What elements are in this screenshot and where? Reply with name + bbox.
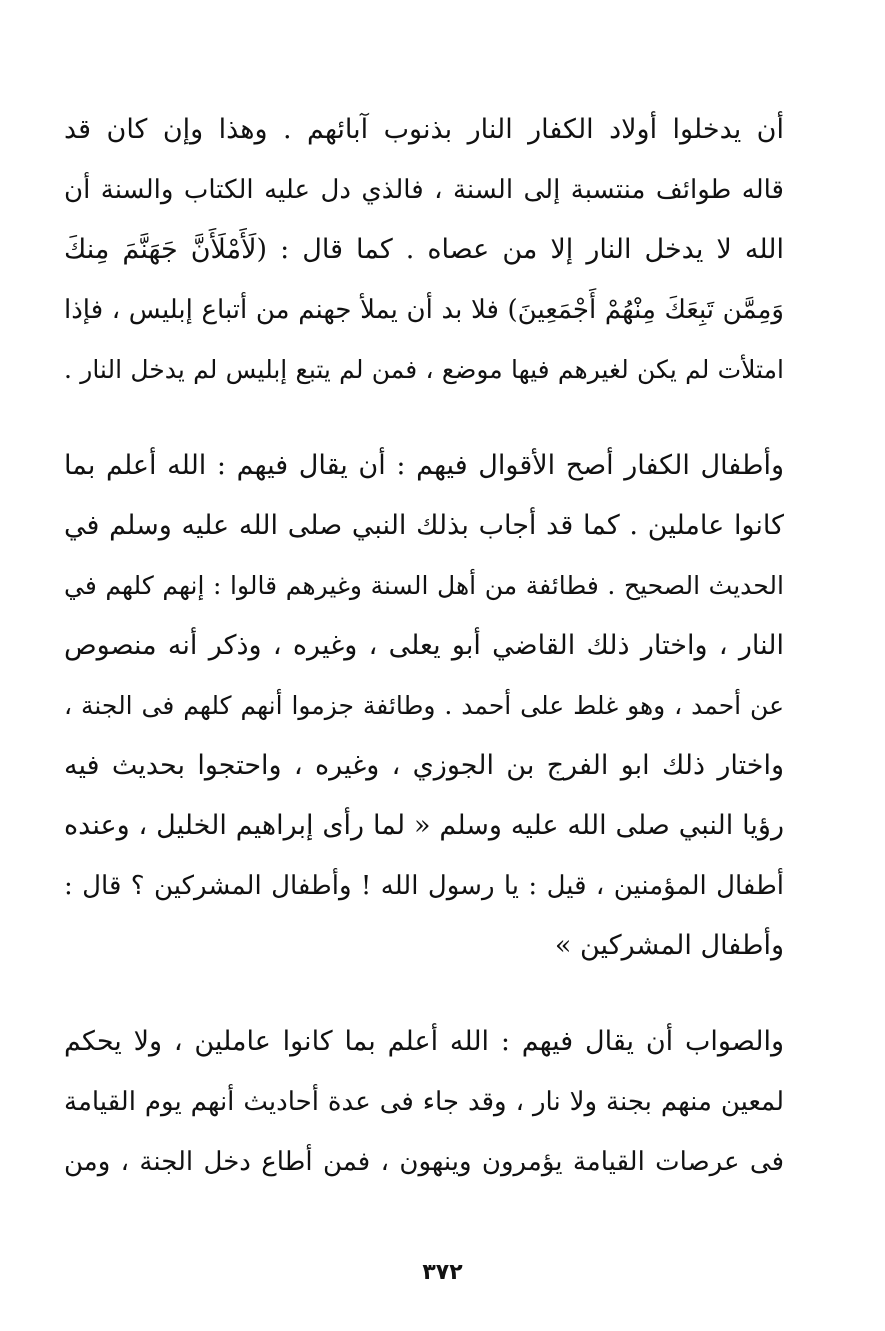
page-text: [64, 100, 784, 1192]
text-line: وَمِمَّن تَبِعَكَ مِنْهُمْ أَجْمَعِينَ) فلا بد أن يملأ جهنم من أتباع إبليس ، فإذا: [64, 295, 784, 325]
text-line: كانوا عاملين . كما قد أجاب بذلك النبي صلى الله عليه وسلم في: [64, 510, 784, 541]
page-number: ٣٧٢: [422, 1260, 463, 1285]
text-line: واختار ذلك ابو الفرج بن الجوزي ، وغيره ، واحتجوا بحديث فيه: [64, 750, 784, 781]
text-line: الله لا يدخل النار إلا من عصاه . كما قال : (لَأَمْلَأَنَّ جَهَنَّمَ مِنكَ: [64, 234, 784, 265]
text-line: قاله طوائف منتسبة إلى السنة ، فالذي دل عليه الكتاب والسنة أن: [64, 175, 784, 205]
text-line: امتلأت لم يكن لغيرهم فيها موضع ، فمن لم يتبع إبليس لم يدخل النار .: [64, 355, 784, 384]
text-line: النار ، واختار ذلك القاضي أبو يعلى ، وغيره ، وذكر أنه منصوص: [64, 630, 784, 661]
text-line: لمعين منهم بجنة ولا نار ، وقد جاء فى عدة أحاديث أنهم يوم القيامة: [64, 1087, 784, 1117]
paragraph-2: [64, 436, 784, 976]
text-line: أن يدخلوا أولاد الكفار النار بذنوب آبائهم . وهذا وإن كان قد: [64, 114, 784, 145]
text-line: والصواب أن يقال فيهم : الله أعلم بما كانوا عاملين ، ولا يحكم: [64, 1026, 784, 1057]
paragraph-3: [64, 1012, 784, 1192]
text-line: فى عرصات القيامة يؤمرون وينهون ، فمن أطاع دخل الجنة ، ومن: [64, 1147, 784, 1177]
text-line: رؤيا النبي صلى الله عليه وسلم « لما رأى إبراهيم الخليل ، وعنده: [64, 810, 784, 841]
paragraph-spacer: [64, 400, 784, 436]
text-line: الحديث الصحيح . فطائفة من أهل السنة وغيرهم قالوا : إنهم كلهم في: [64, 571, 784, 600]
text-line: وأطفال المشركين »: [554, 930, 784, 961]
text-line: أطفال المؤمنين ، قيل : يا رسول الله ! وأطفال المشركين ؟ قال :: [64, 871, 784, 901]
text-line: عن أحمد ، وهو غلط على أحمد . وطائفة جزموا أنهم كلهم فى الجنة ،: [64, 691, 784, 720]
paragraph-1: [64, 100, 784, 400]
paragraph-spacer: [64, 976, 784, 1012]
text-line: وأطفال الكفار أصح الأقوال فيهم : أن يقال فيهم : الله أعلم بما: [64, 450, 784, 481]
